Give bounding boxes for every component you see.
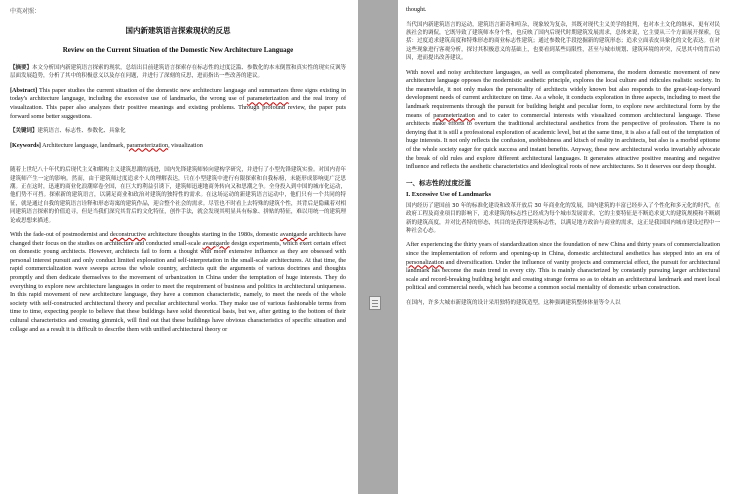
abstract-chinese xyxy=(10,64,346,81)
abstract-chinese-label: 【摘要】 xyxy=(10,65,33,71)
keywords-chinese: 【关键词】建筑语言、标志性、参数化、具象化 xyxy=(10,128,126,135)
spellcheck-underlined-word: parameterization xyxy=(126,141,169,149)
keywords-english: [Keywords] Architecture language, landmark, parameterization, visualization xyxy=(10,141,203,149)
body-english-paragraph: With the fade-out of postmodernist and deconstructive architecture thoughts starting in the 1980s, domestic avantgarde architects have changed their focus on the studies on architecture and conducted small-scale avantgarde design experiments, which exert certain effect on domestic young architects. However, architects fail to form a thought with more extensive influence as they are obsessed with personal interest pursuit and only conduct limited exploration and self-interpretation in the small-scale architectures. At that time, the rapid commercialization wave sweeps across the whole country, architects quit the arguments of various doctrines and thoughts promptly and then dedicate themselves to the movement of urbanization in China under the temptation of huge interests. They do everything to explore new architecture languages in order to meet the requirement of business and politics in architectural uniqueness. In this rapid movement of new architecture language, they have a common characteristic, namely, to meet the needs of the whole society with self-constructed architectural theory and peculiar architectural works. They make use of various fashionable terms from time to time, expecting people to believe that these buildings have solid theoretical basis, but we, after getting to the bottom of their cultural characteristics and creating gimmick, will find out that these buildings have obvious characteristics of specific situation and collage and as a result it is difficult to describe them with unified architectural theory or xyxy=(10,231,346,333)
body-chinese-paragraph: 随着上世纪八十年代的后现代主义和解构主义建筑思潮的涌进，国内先锋建筑师转向建构学研究，并进行了小型先锋建筑实验。对国内青年建筑师产生一定的影响。然而，由于建筑师过度追求个人的理解表达，只在小型建筑中进行有限探索和自我标榜，未能形成影响更广泛思潮。正在这时，迅速的商业化浪潮席卷全国，在巨大的利益引诱下，建筑师迅速地商务转向又和思潮之争。全身投入到中国的城市化运动，他们势不可挡。探索新的建筑语言，以满足商业和政治对建筑的独特性的需求。在这场运动的新建筑语言运动中，他们只有一个共同的特征，就是通过自我的建筑语言诠释和形态寄寓的建筑作品，迎合整个社会的需求。尽管也不时看上去特殊的建筑个性，其背后是隐藏着对相同建筑语言探索的价值追寻，但是当我们深究其背后的文化特征，创作手法，就会发现其明显具有标象、拼贴的特征，难以用统一的建筑理论或思想来描述。 xyxy=(10,167,346,224)
spellcheck-underlined-word: avantgarde xyxy=(279,231,308,239)
body-chinese-paragraph: 在国内，许多大城市新建筑的设计采用独特的建筑造型，这种强调建筑整体体量等令人以 xyxy=(406,299,621,306)
spellcheck-underlined-word: parameterization xyxy=(433,111,475,119)
title-english: Review on the Current Situation of the Domestic New Architecture Language xyxy=(62,46,294,54)
header-note: 中英对照： xyxy=(10,9,41,15)
continued-line: thought. xyxy=(406,6,427,13)
document-page-icon[interactable] xyxy=(369,296,381,310)
spellcheck-underlined-word: parameterization xyxy=(247,95,289,103)
abstract-english-label: [Abstract] xyxy=(10,86,38,94)
abstract-chinese-text: 本文分析国内新建筑语言探索的现状，总结出目前建筑语言探索存在标志性的过度泛滥、参数化的本末倒置和真实性的现实反讽等层面发展趋势，分析了其中的积极意义以及存在问题，并进行了深刻的反思，进而指出一些改善的建议。 xyxy=(10,65,346,80)
spellcheck-underlined-word: personalization xyxy=(406,258,444,266)
spellcheck-underlined-word: avantgarde xyxy=(202,239,230,247)
body-english-paragraph: With novel and noisy architecture languages, as well as complicated phenomena, the modern domestic movement of new architecture language opposes the modernistic aesthetic principle, explores the local culture and ridicules realistic society. In the meanwhile, it not only makes the personality of architects widely known but also responds to the great-leap-forward development needs of current architecture on time. As a whole, it conducts exploration in three aspects, including to meet the landmark requirements through the pursuit for building height and peculiar form, to explore new architectural form by the means of parameterization and to cater to commercial interests with visualized common architectural language. These architects make efforts to overturn the traditional architectural aesthetics from the perspective of profession. There is no denying that it is still a professional exploration of academic level, but at the same time, it is also a fall out of the temptation of huge interests. It not only reflects the confusion, snobbishness and kitsch of reality in architects, but also is a morbid epitome of the whole society eager for quick success and instant benefits. Anyway, these new architectural works invariably advocate the break of old rules and explore different architectural languages. It generates attractive positive meaning and negative influence and reflects the aesthetic characteristics and ideological roots of new architectures. So it deserves our deep thought. xyxy=(406,68,720,171)
section-heading-english: I. Excessive Use of Landmarks xyxy=(406,190,492,198)
body-chinese-paragraph: 国内经历了建国前 30 年的标准化建设和改革开放后 30 年商业化的发展，国内建筑的丰富已经步入了个性化和多元化的时代，在政府工程及商业项目的影响下，追求建筑的标志性已经成为每个城市发展需求。它的主要特征是不断追求更大的建筑规模和不断刷新的建筑高度，并对比者特的形态，其目的是获得建筑标志性，以满足地方政治与商业的需求，这正是我国国内城市建设过程中一种社会心态。 xyxy=(406,202,720,234)
body-chinese-paragraph: 当代国内新建筑语言的运动，建筑语言新奇和喧杂，现象较为复杂，其既对现代主义美学的批判，也对本土文化的继承，更有对民族社会的调侃，它既导致了建筑师本身个性，也反映了国内后现代时期建筑发展需求，总体来说，它主要从三个方面展开探索，包括：过度追求建筑高度和特殊形态的商业标志性建筑；通过参数化手段挖掘新的建筑形态；追求立面表皮具象化的文化表达。在对这些现象进行客观分析，探讨其积极意义的基础上，也要看到某些局限性，甚至与城市规划、建筑环境的冲突，反思其中的背后动因，进而提出改善建议。 xyxy=(406,21,720,62)
keywords-chinese-label: 【关键词】 xyxy=(10,128,38,135)
title-chinese: 国内新建筑语言探索现状的反思 xyxy=(125,26,231,35)
body-english-paragraph: After experiencing the thirty years of standardization since the foundation of new China and thirty years of commercialization since the implementation of reform and opening-up in China, domestic architectural aesthetics has stepped into an era of personalization and diversification. Under the influence of vanity projects and commercial effect, the pursuit for architectural landmark has become the main trend in every city. This is mainly characterized by constantly pursuing larger architectural scale and record-breaking building height and creating strange forms so as to obtain an architectural landmark and meet local political and commercial needs, which has become a common social mentality of domestic urban construction. xyxy=(406,241,720,292)
spellcheck-underlined-word: deconstructive xyxy=(109,231,146,239)
section-heading-chinese: 一、标志性的过度泛滥 xyxy=(406,178,471,187)
left-page xyxy=(0,0,358,494)
right-page xyxy=(398,0,730,494)
abstract-english: [Abstract] This paper studies the current situation of the domestic new architecture language and summarizes three signs existing in today's architecture language, including the excessive use of landmarks, the wrong use of parameterization and the real irony of visualization. This paper also analyzes their positive meanings and existing problems. Through profound review, the paper puts forward some better suggestions. xyxy=(10,86,347,120)
keywords-english-label: [Keywords] xyxy=(10,141,41,149)
